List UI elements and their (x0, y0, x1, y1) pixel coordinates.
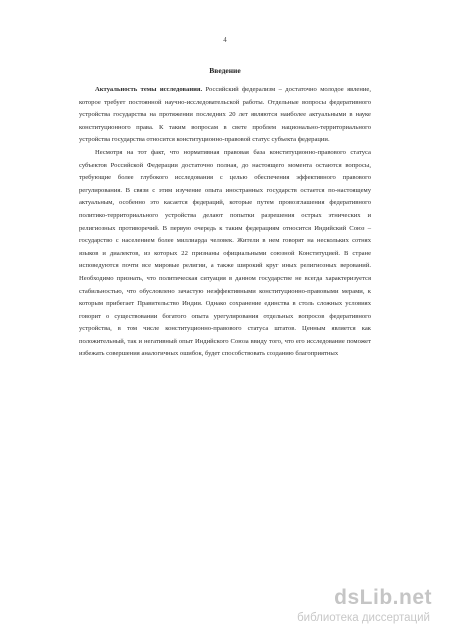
section-heading: Введение (209, 66, 241, 75)
watermark (266, 586, 438, 632)
paragraph-1-text: Российский федерализм – достаточно молодое явление, которое требует постоянной научно-исследовательской работы. Отдельные вопросы федеративного устройства государства на протяжении последних 20 лет являются наиболее актуальными в науке конституционного права. К таким вопросам в свете проблем национально-территориального устройства государства относится конституционно-правовой статус субъекта федерации. (79, 86, 371, 144)
page-number: 4 (223, 36, 227, 44)
paragraph-2 (79, 147, 371, 361)
paragraph-1 (79, 84, 371, 147)
paragraph-1-lead: Актуальность темы исследования. (95, 86, 203, 93)
watermark-caption: библиотека диссертаций (297, 612, 430, 624)
watermark-logo: dsLib.net (334, 586, 432, 609)
paragraph-2-text: Несмотря на тот факт, что нормативная правовая база конституционно-правового статуса субъектов Российской Федерации достаточно полная, до настоящего момента остаются вопросы, требующие более глубокого исследования с целью обеспечения эффективного правового регулирования. В связи с этим изучение опыта иностранных государств остается по-настоящему актуальным, особенно это касается федераций, которые путем провозглашения федеративного политико-территориального устройства делают попытки разрешения острых этнических и религиозных противоречий. В первую очередь к таким федерациям относится Индийский Союз – государство с населением более миллиарда человек. Жители в нем говорят на нескольких сотнях языков и диалектов, из которых 22 признаны официальными союзной Конституцией. В стране исповедуются почти все мировые религии, а также широкий круг иных религиозных верований. Необходимо признать, что политическая ситуация в данном государстве не всегда характеризуется стабильностью, что обусловлено зачастую неэффективными конституционно-правовыми мерами, к которым прибегает Правительство Индии. Однако сохранение единства в столь сложных условиях говорит о существовании богатого опыта урегулирования отдельных вопросов федеративного устройства, в том числе конституционно-правового статуса штатов. Ценным является как положительный, так и негативный опыт Индийского Союза ввиду того, что его исследование поможет избежать совершения аналогичных ошибок, будет способствовать созданию благоприятных (79, 148, 371, 358)
document-body (79, 84, 371, 361)
